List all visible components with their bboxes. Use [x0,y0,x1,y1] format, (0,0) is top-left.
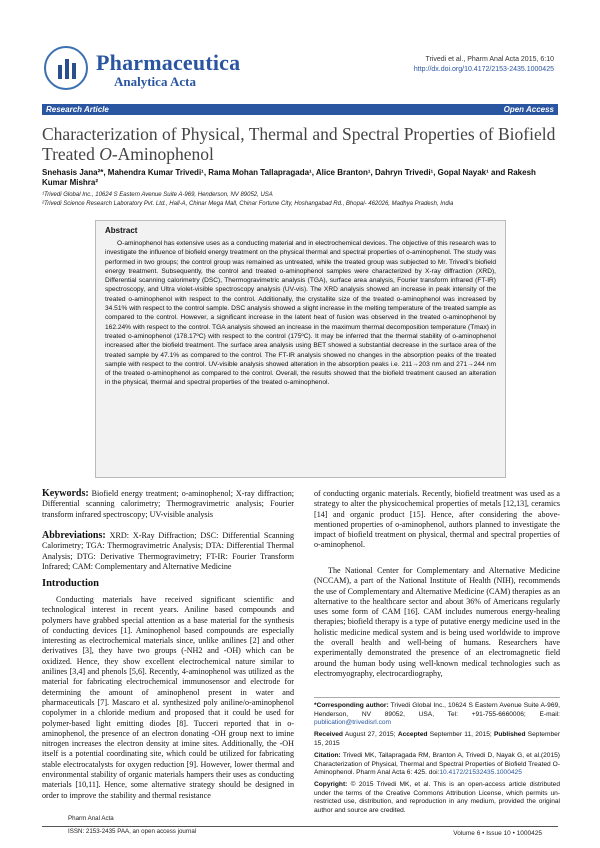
divider [314,697,560,698]
abbreviations: Abbreviations: XRD: X-Ray Diffraction; DSC: Differential Scanning Calorimetry; TGA: Thermogravimetric Analysis; DTA: Differential Thermal Analysis; DTG: Derivative Thermogravimetry; FT-IR: Fourier Transform Infrared; CAM: Complementary and Alternative Medicine [42,530,294,571]
email-link[interactable]: publication@trivedisrl.com [314,719,392,727]
corresponding-author: *Corresponding author: Trivedi Global Inc., 10624 S Eastern Avenue Suite A-969, Henderson, NV 89052, USA, Tel: +91-755-6660006; E-mail: publication@trivedisrl.com [314,702,560,727]
abstract-heading: Abstract [105,226,138,235]
abstract-text: O-aminophenol has extensive uses as a conducting material and in electrochemical devices. The objective of this research was to investigate the influence of biofield energy treatment on the physical thermal and spectral properties of o-aminophenol. The study was performed in two groups; the control group was remained as untreated, while the treated group was subjected to Mr. Trivedi's biofield energy treatment. Subsequently, the control and treated o-aminophenol samples were characterized by X-ray diffraction (XRD), Differential scanning calorimetry (DSC), Thermogravimetric analysis (TGA), surface area analysis, Fourier transform infrared (FT-IR) spectroscopy, and Ultra violet-visible spectroscopy analysis (UV-vis). The XRD analysis showed an increase in peak intensity of the treated o-aminophenol with respect to the control. Additionally, the crystallite size of the treated o-aminophenol was increased by 34.51% with respect to the control sample. DSC analysis showed a slight increase in the melting temperature of the treated sample as compared to the control. However, a significant increase in the latent heat of fusion was observed in the treated o-aminophenol by 162.24% with respect to the control. TGA analysis showed an increase in the maximum thermal decomposition temperature (Tmax) in treated o-aminophenol (178.17ºC) with respect to the control (175ºC). It may be inferred that the thermal stability of o-aminophenol increased after the biofield treatment. The surface area analysis using BET showed a substantial decrease in the surface area of the treated sample by 47.1% as compared to the control. The FT-IR analysis showed no changes in the absorption peaks of the treated sample with respect to the control. UV-visible analysis showed alteration in the absorption peaks i.e. 211→203 nm and 271→244 nm of the treated o-aminophenol as compared to the control. Overall, the results showed that the biofield treatment caused an alteration in the physical, thermal and spectral properties of the treated o-aminophenol. [105,240,496,387]
citation-text: Trivedi et al., Pharm Anal Acta 2015, 6:10 [425,56,554,63]
footer-journal: Pharm Anal Acta ISSN: 2153-2435 PAA, an open access journal [68,815,197,835]
body-paragraph-1: of conducting organic materials. Recently, biofield treatment was used as a strategy to alter the physicochemical properties of metals [12,13], ceramics [14] and organic product [15]. Hence, after considering the above-mentioned properties of o-aminophenol, authors planned to investigate the impact of biofield treatment on physical, thermal and spectral properties of o-aminophenol. [314,489,560,550]
abstract-box [95,220,506,478]
journal-subtitle: Analytica Acta [114,74,196,89]
doi-link[interactable]: http://dx.doi.org/10.4172/2153-2435.1000425 [413,66,554,73]
header-citation [414,55,554,75]
footer-divider [42,826,558,827]
keywords: Keywords: Biofield energy treatment; o-aminophenol; X-ray diffraction; Differential scanning calorimetry; Thermogravimetric analysis; Fourier transform infrared spectroscopy; UV-visible analysis [42,488,294,519]
introduction-heading: Introduction [42,578,99,589]
citation-block: Citation: Trivedi MK, Tallapragada RM, Branton A, Trivedi D, Nayak G, et al.(2015) Characterization of Physical, Thermal and Spectral Properties of Biofield Treated O-Aminophenol. Pharm Anal Acta 6: 425. doi:10.4172/21532435.1000425 [314,752,560,777]
footer-volume: Volume 6 • Issue 10 • 1000425 [453,830,542,837]
copyright-block: Copyright: © 2015 Trivedi MK, et al. This is an open-access article distributed under the terms of the Creative Commons Attribution License, which permits un-restricted use, distribution, and reproduction in any medium, provided the original author and source are credited. [314,781,560,814]
affiliation-2: ²Trivedi Science Research Laboratory Pvt. Ltd., Hall-A, Chinar Mega Mall, Chinar Fortune City, Hoshangabad Rd., Bhopal- 462026, Madhya Pradesh, India [42,200,454,207]
citation-doi-link[interactable]: 10.4172/21532435.1000425 [439,769,522,777]
author-list: Snehasis Jana²*, Mahendra Kumar Trivedi¹, Rama Mohan Tallapragada¹, Alice Branton¹, Dahryn Trivedi¹, Gopal Nayak¹ and Rakesh Kumar Mishra² [42,168,536,187]
article-type-label: Research Article [46,105,109,114]
dates: Received August 27, 2015; Accepted September 11, 2015; Published September 15, 2015 [314,731,560,747]
body-paragraph-2: The National Center for Complementary and Alternative Medicine (NCCAM), a part of the National Institute of Health (NIH), recommends the use of Complementary and Alternative Medicine (CAM) therapies as an alternative to the healthcare sector and about 36% of Americans regularly uses some form of CAM [16]. CAM includes numerous energy-healing therapies; biofield therapy is a type of putative energy medicine used in the holistic medicine medical system and is being used worldwide to improve the overall health and well-being of humans. Researchers have experimentally demonstrated the presence of an electromagnetic field around the human body using well-known medical technologies such as electromyography, electrocardiography, [314,566,560,678]
affiliation-1: ¹Trivedi Global Inc., 10624 S Eastern Avenue Suite A-969, Henderson, NV 89052, USA [42,192,273,198]
journal-logo-icon [44,46,88,90]
open-access-label: Open Access [503,105,554,114]
affiliations [42,191,560,208]
journal-name: Pharmaceutica [96,50,241,75]
article-type-bar [42,104,558,115]
introduction-text: Conducting materials have received significant scientific and technological interest in recent years. Aniline based compounds and polymers have grabbed special attention as a base material for the synthesis of conducting devices [1]. Aminophenol based compounds are especially interesting as electrochemical materials since, unlike anilines [2] and other derivatives [3], they have two groups (-NH2 and -OH) which can be oxidized. Hence, they show excellent electrochemical nature similar to anilines [3,4] and phenols [5,6]. Recently, 4-aminophenol was utilized as the material for fabricating electrochemical immunosensor and electrode for determining the amount of aminophenol present in water and pharmaceuticals [7]. Mascaro et al. synthesized poly aniline/o-aminophenol copolymer in a chloride medium and proposed that it could be used for polymer-based light emitting diodes [8]. Tucceri reported that in o-aminophenol, the presence of an electron donating -OH group next to imine nitrogen increases the electron density at imine sites. Additionally, the -OH itself is a potential coordinating site, which could be utilized for fabricating stable electrocatalysts for oxygen reduction [9]. However, lower thermal and environmental stability of organic materials hampers their uses as conducting materials [10,11]. Hence, some alternative strategy should be designed in order to improve the stability and thermal resistance [42,595,294,800]
paper-title: Characterization of Physical, Thermal and Spectral Properties of Biofield Treated O-Aminophenol [42,124,556,164]
